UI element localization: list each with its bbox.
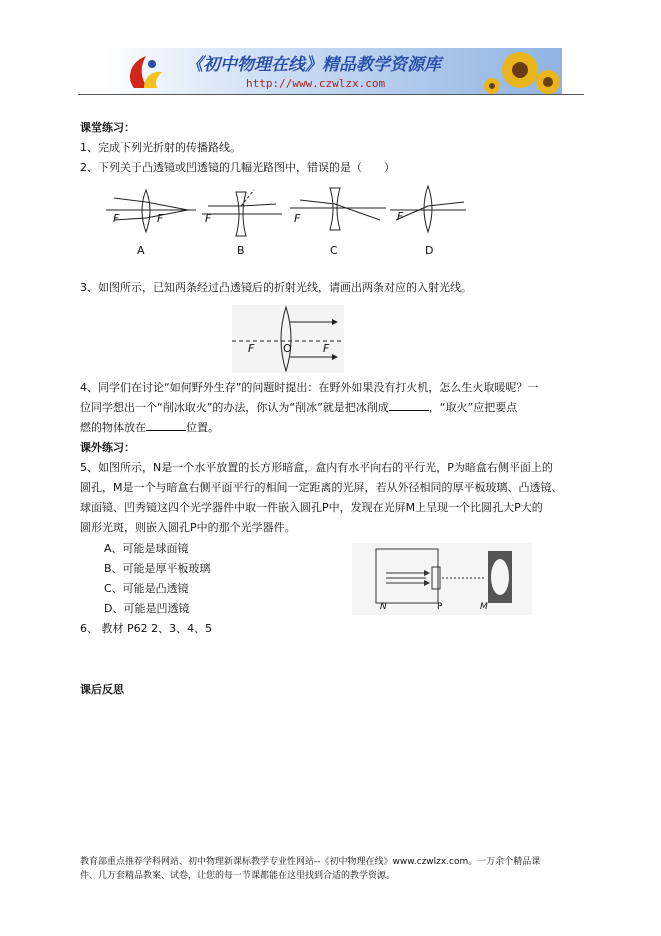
footer-line-1: 教育部重点推荐学科网站、初中物理新课标教学专业性网站--《初中物理在线》www.czwlzx.com。一万余个精品课 <box>80 857 541 867</box>
diagram-a-focus-label: F <box>113 212 120 225</box>
option-a: A、可能是球面镜 <box>104 542 189 555</box>
practice-heading: 课堂练习： <box>80 121 135 134</box>
question-5-line-4: 圆形光斑，则嵌入圆孔P中的那个光学器件。 <box>80 521 296 534</box>
diagram-b-focus-label: F <box>205 212 212 225</box>
diagram-b-label: B <box>237 244 245 257</box>
diagram-b <box>202 190 282 236</box>
diagram-c <box>290 188 386 230</box>
q3-f-left-label: F <box>248 342 255 355</box>
convex-lens-figure <box>232 305 344 373</box>
question-4-line-3a: 燃的物体放在 <box>80 421 146 434</box>
footer-line-2: 件、几万套精品教案、试卷，让您的每一节课都能在这里找到合适的教学资源。 <box>80 871 396 881</box>
question-5-line-1: 5、如图所示，N是一个水平放置的长方形暗盒，盒内有水平向右的平行光，P为暗盒右侧平面上的 <box>80 461 553 474</box>
diagram-c-label: C <box>330 244 338 257</box>
option-b: B、可能是厚平板玻璃 <box>104 562 211 575</box>
question-4-line-2b: ，“取火”应把要点 <box>428 401 518 414</box>
q5-p-label: P <box>437 602 443 612</box>
question-3: 3、如图所示，已知两条经过凸透镜后的折射光线，请画出两条对应的入射光线。 <box>80 281 472 294</box>
answer-blank-shape[interactable] <box>389 400 429 411</box>
diagram-d <box>390 186 466 232</box>
question-4-line-3 <box>80 420 219 435</box>
question-6: 6、 教材 P62 2、3、4、5 <box>80 622 213 635</box>
diagram-d-label: D <box>425 244 434 257</box>
question-2: 2、下列关于凸透镜或凹透镜的几幅光路图中，错误的是（ ） <box>80 161 395 174</box>
question-4-line-3b: 位置。 <box>186 421 219 434</box>
question-5-line-2: 圆孔，M是一个与暗盒右侧平面平行的相间一定距离的光屏，若从外径相同的厚平板玻璃、凸透镜、 <box>80 481 563 494</box>
diagram-a-focus-label-right: F <box>157 212 164 225</box>
option-c: C、可能是凸透镜 <box>104 582 189 595</box>
diagram-a <box>106 190 196 232</box>
question-5-line-3: 球面镜、凹秀镜这四个光学器件中取一件嵌入圆孔P中，发现在光屏M上呈现一个比圆孔大P大的 <box>80 501 543 514</box>
q3-f-right-label: F <box>323 342 330 355</box>
banner-url[interactable]: http://www.czwlzx.com <box>246 77 386 90</box>
header-divider <box>78 94 584 95</box>
question-1: 1、完成下列光折射的传播路线。 <box>80 141 241 154</box>
question-4-line-2 <box>80 400 517 415</box>
diagram-a-label: A <box>137 244 145 257</box>
homework-heading: 课外练习： <box>80 441 135 454</box>
q5-n-label: N <box>380 602 387 612</box>
option-d: D、可能是凹透镜 <box>104 602 190 615</box>
answer-blank-position[interactable] <box>146 420 186 431</box>
question-4-line-2a: 位同学想出一个“削冰取火”的办法，你认为“削冰”就是把冰削成 <box>80 401 389 414</box>
q3-o-label: O <box>283 342 292 355</box>
reflection-heading: 课后反思 <box>80 683 124 696</box>
diagram-c-focus-label: F <box>294 212 301 225</box>
banner-title: 《初中物理在线》精品教学资源库 <box>186 55 441 75</box>
diagram-d-focus-label: F <box>397 210 404 223</box>
q5-m-label: M <box>480 602 488 612</box>
question-4-line-1: 4、同学们在讨论“如何野外生存”的问题时提出：在野外如果没有打火机，怎么生火取暖呢？一 <box>80 381 539 394</box>
